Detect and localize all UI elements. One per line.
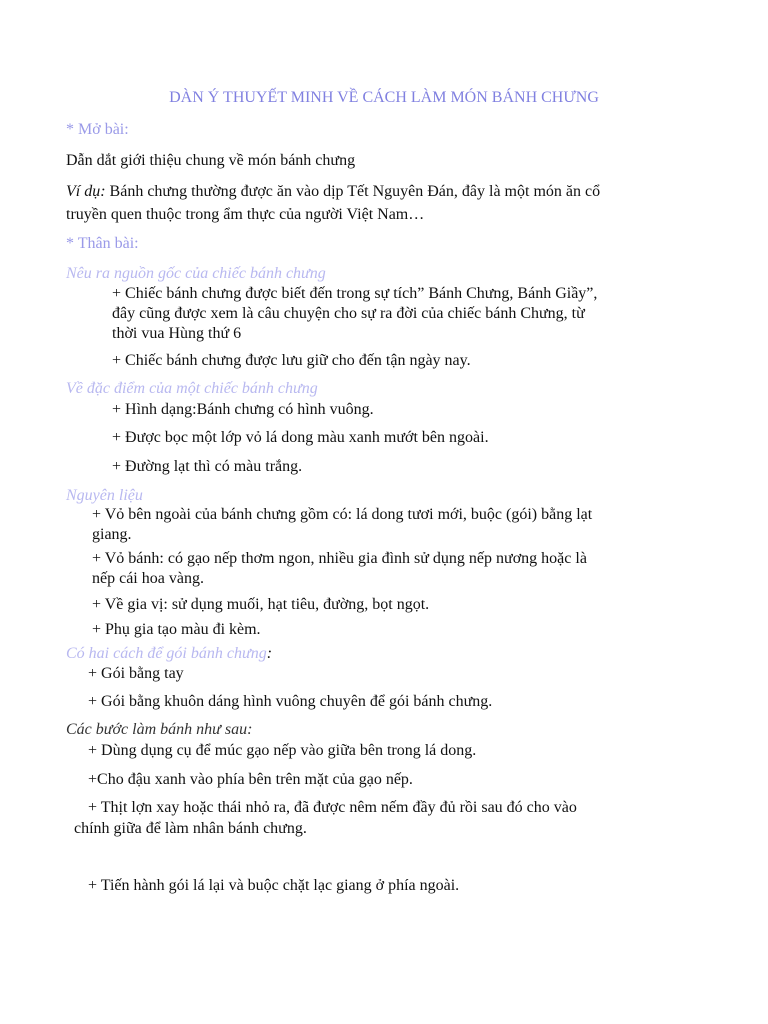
mo-bai-heading: * Mở bài:	[66, 121, 129, 138]
ingredient-4: + Phụ gia tạo màu đi kèm.	[92, 621, 261, 638]
document-title: DÀN Ý THUYẾT MINH VỀ CÁCH LÀM MÓN BÁNH CHƯNG	[169, 89, 599, 106]
wrap-methods-heading	[66, 644, 272, 664]
ingredient-1-line-2: giang.	[92, 526, 132, 543]
mo-bai-text: Dẫn dắt giới thiệu chung về món bánh chưng	[66, 152, 356, 169]
wrap-methods-colon: :	[266, 645, 273, 662]
than-bai-heading: * Thân bài:	[66, 235, 139, 252]
feature-item-1: + Hình dạng:Bánh chưng có hình vuông.	[112, 401, 374, 418]
wrap-method-1: + Gói bằng tay	[88, 665, 184, 682]
feature-item-3: + Đường lạt thì có màu trắng.	[112, 458, 303, 475]
ingredient-3: + Về gia vị: sử dụng muối, hạt tiêu, đường, bọt ngọt.	[92, 596, 430, 613]
vi-du-text-1: Bánh chưng thường được ăn vào dịp Tết Nguyên Đán, đây là một món ăn cổ	[105, 183, 601, 200]
wrap-methods-heading-text: Có hai cách để gói bánh chưng	[66, 645, 267, 662]
ingredients-heading: Nguyên liệu	[66, 487, 143, 504]
features-heading: Về đặc điểm của một chiếc bánh chưng	[66, 380, 318, 397]
ingredient-1-line-1: + Vỏ bên ngoài của bánh chưng gồm có: lá dong tươi mới, buộc (gói) bằng lạt	[92, 506, 593, 523]
feature-item-2: + Được bọc một lớp vỏ lá dong màu xanh mướt bên ngoài.	[112, 429, 489, 446]
step-1: + Dùng dụng cụ để múc gạo nếp vào giữa bên trong lá dong.	[88, 742, 477, 759]
vi-du-line-2: truyền quen thuộc trong ẩm thực của người Việt Nam…	[66, 206, 425, 223]
steps-heading: Các bước làm bánh như sau:	[66, 721, 253, 738]
ingredient-2-line-2: nếp cái hoa vàng.	[92, 570, 204, 587]
step-2: +Cho đậu xanh vào phía bên trên mặt của gạo nếp.	[88, 771, 413, 788]
step-4: + Tiến hành gói lá lại và buộc chặt lạc giang ở phía ngoài.	[88, 877, 460, 894]
step-3-line-2: chính giữa để làm nhân bánh chưng.	[74, 820, 307, 837]
origin-item-1-line-1: + Chiếc bánh chưng được biết đến trong sự tích” Bánh Chưng, Bánh Giầy”,	[112, 285, 598, 302]
ingredient-2-line-1: + Vỏ bánh: có gạo nếp thơm ngon, nhiều gia đình sử dụng nếp nương hoặc là	[92, 550, 587, 567]
origin-item-2: + Chiếc bánh chưng được lưu giữ cho đến tận ngày nay.	[112, 352, 471, 369]
origin-item-1-line-3: thời vua Hùng thứ 6	[112, 325, 242, 342]
vi-du-label: Ví dụ:	[66, 183, 106, 200]
step-3-line-1: + Thịt lợn xay hoặc thái nhỏ ra, đã được nêm nếm đầy đủ rồi sau đó cho vào	[88, 799, 577, 816]
wrap-method-2: + Gói bằng khuôn dáng hình vuông chuyên để gói bánh chưng.	[88, 693, 493, 710]
origin-heading: Nêu ra nguồn gốc của chiếc bánh chưng	[66, 265, 326, 282]
vi-du-line-1	[66, 182, 600, 202]
origin-item-1-line-2: đây cũng được xem là câu chuyện cho sự ra đời của chiếc bánh Chưng, từ	[112, 305, 585, 322]
